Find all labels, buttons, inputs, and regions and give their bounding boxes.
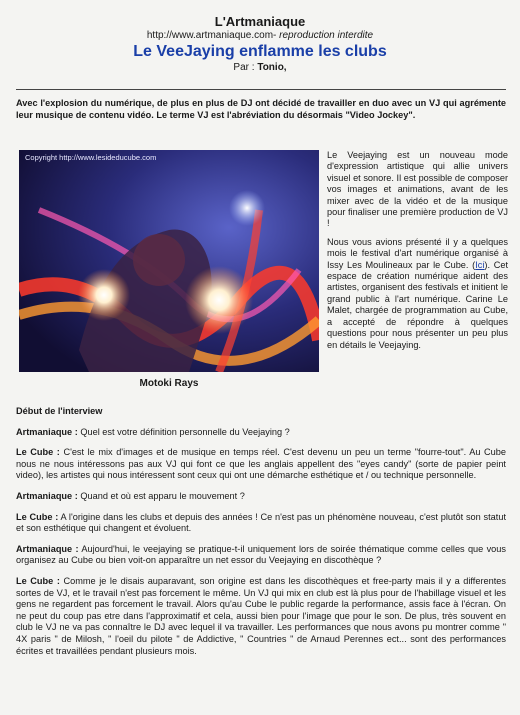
qa-paragraph: [16, 447, 506, 482]
photo-copyright: Copyright http://www.lesideducube.com: [25, 153, 157, 162]
reproduction-note: reproduction interdite: [279, 30, 374, 41]
site-url: http://www.artmaniaque.com-: [146, 30, 277, 41]
side-column: [327, 150, 508, 358]
qa-text: Aujourd'hui, le veejaying se pratique-t-il uniquement lors de soirée thématique comme celles que vous organisez au Cube ou bien voit-on apparaître un net essor du Veejaying en discothèque ?: [16, 543, 506, 566]
byline: [0, 61, 520, 74]
speaker-label: Artmaniaque :: [16, 543, 79, 554]
interview-start-heading: Début de l'interview: [16, 406, 103, 416]
speaker-label: Le Cube :: [16, 511, 59, 522]
qa-paragraph: [16, 576, 506, 657]
qa-paragraph: [16, 544, 506, 567]
site-url-line: [0, 29, 520, 42]
qa-text: C'est le mix d'images et de musique en temps réel. C'est devenu un peu un terme "fourre-tout". Au Cube nous ne nous intéressons pas aux VJ qui font ce que les anglais appellent des "eyes candy" (sorte de papier peint video), les artistes qui nous intéressent sont ceux qui ont une démarche esthétique et / ou technique personnelle.: [16, 447, 506, 481]
speaker-label: Le Cube :: [16, 575, 60, 586]
article-header: [0, 14, 520, 74]
side-paragraph-2: [327, 237, 508, 351]
qa-text: Quel est votre définition personnelle du Veejaying ?: [80, 426, 290, 437]
article-headline: Le VeeJaying enflamme les clubs: [133, 43, 387, 60]
site-name: L'Artmaniaque: [214, 14, 306, 29]
qa-text: A l'origine dans les clubs et depuis des années ! Ce n'est pas un phénomène nouveau, c'est plutôt son statut et son esthétique qui changent et évoluent.: [16, 511, 507, 534]
speaker-label: Artmaniaque :: [16, 426, 78, 437]
photo-caption: Motoki Rays: [139, 378, 199, 389]
byline-prefix: Par :: [233, 62, 255, 73]
author-name: Tonio,: [257, 62, 287, 73]
side-paragraph-1: Le Veejaying est un nouveau mode d'expression artistique qui allie univers visuel et sonore. Il est possible de composer vos images et animations, avant de les mixer avec de la vidéo et de la musique pour finaliser une première production de VJ !: [327, 150, 508, 229]
article-photo: [19, 150, 319, 372]
photo-image: [19, 150, 319, 372]
intro-paragraph: Avec l'explosion du numérique, de plus en plus de DJ ont décidé de travailler en duo avec un VJ qui agrémente leur musique de contenu vidéo. Le terme VJ est l'abréviation du désormais "Video Jockey".: [16, 98, 506, 120]
side-paragraph-2-start: Nous vous avions présenté il y a quelques mois le festival d'art numérique organisé à Issy Les Moulineaux par le Cube. (: [327, 236, 508, 270]
header-divider: [16, 89, 506, 90]
speaker-label: Le Cube :: [16, 447, 60, 458]
qa-paragraph: [16, 491, 506, 503]
interview-section: [16, 406, 506, 666]
qa-paragraph: [16, 427, 506, 439]
qa-paragraph: [16, 512, 506, 535]
qa-text: Comme je le disais auparavant, son origine est dans les discothèques et free-party mais il y a differentes sortes de VJ, et le travail n'est pas forcement le même. Un VJ qui mix en club est là plus pour de l'habillage visuel et les gens ne regardent pas forcement le travail. Alors qu'au Cube le public regarde la performance, assis face à l'écran. On ne peut du coup pas etre dans l'approximatif et cela, aussi bien pour l'image que pour le son. De plus, très souvent en club le VJ ne va pas connaître le DJ avec lequel il va travailler. Les performances que nous avons pu montrer comme " 4X paris " de Milosh, " l'oeil du pilote " de Addictive, " Countries " de Arnaud Perennes ect... sont des performances écrites et travaillées pendant plusieurs mois.: [16, 575, 506, 656]
qa-text: Quand et où est apparu le mouvement ?: [80, 490, 245, 501]
ici-link[interactable]: Ici: [475, 259, 485, 270]
side-paragraph-2-end: ). Cet espace de création numérique aident des artistes, organisent des festivals et initient le grand public à l'art numérique. Carine Le Malet, chargée de programmation au Cube, a accepté de répondre à quelques questions pour nous présenter un peu plus en détails le Veejaying.: [327, 259, 508, 350]
speaker-label: Artmaniaque :: [16, 490, 78, 501]
